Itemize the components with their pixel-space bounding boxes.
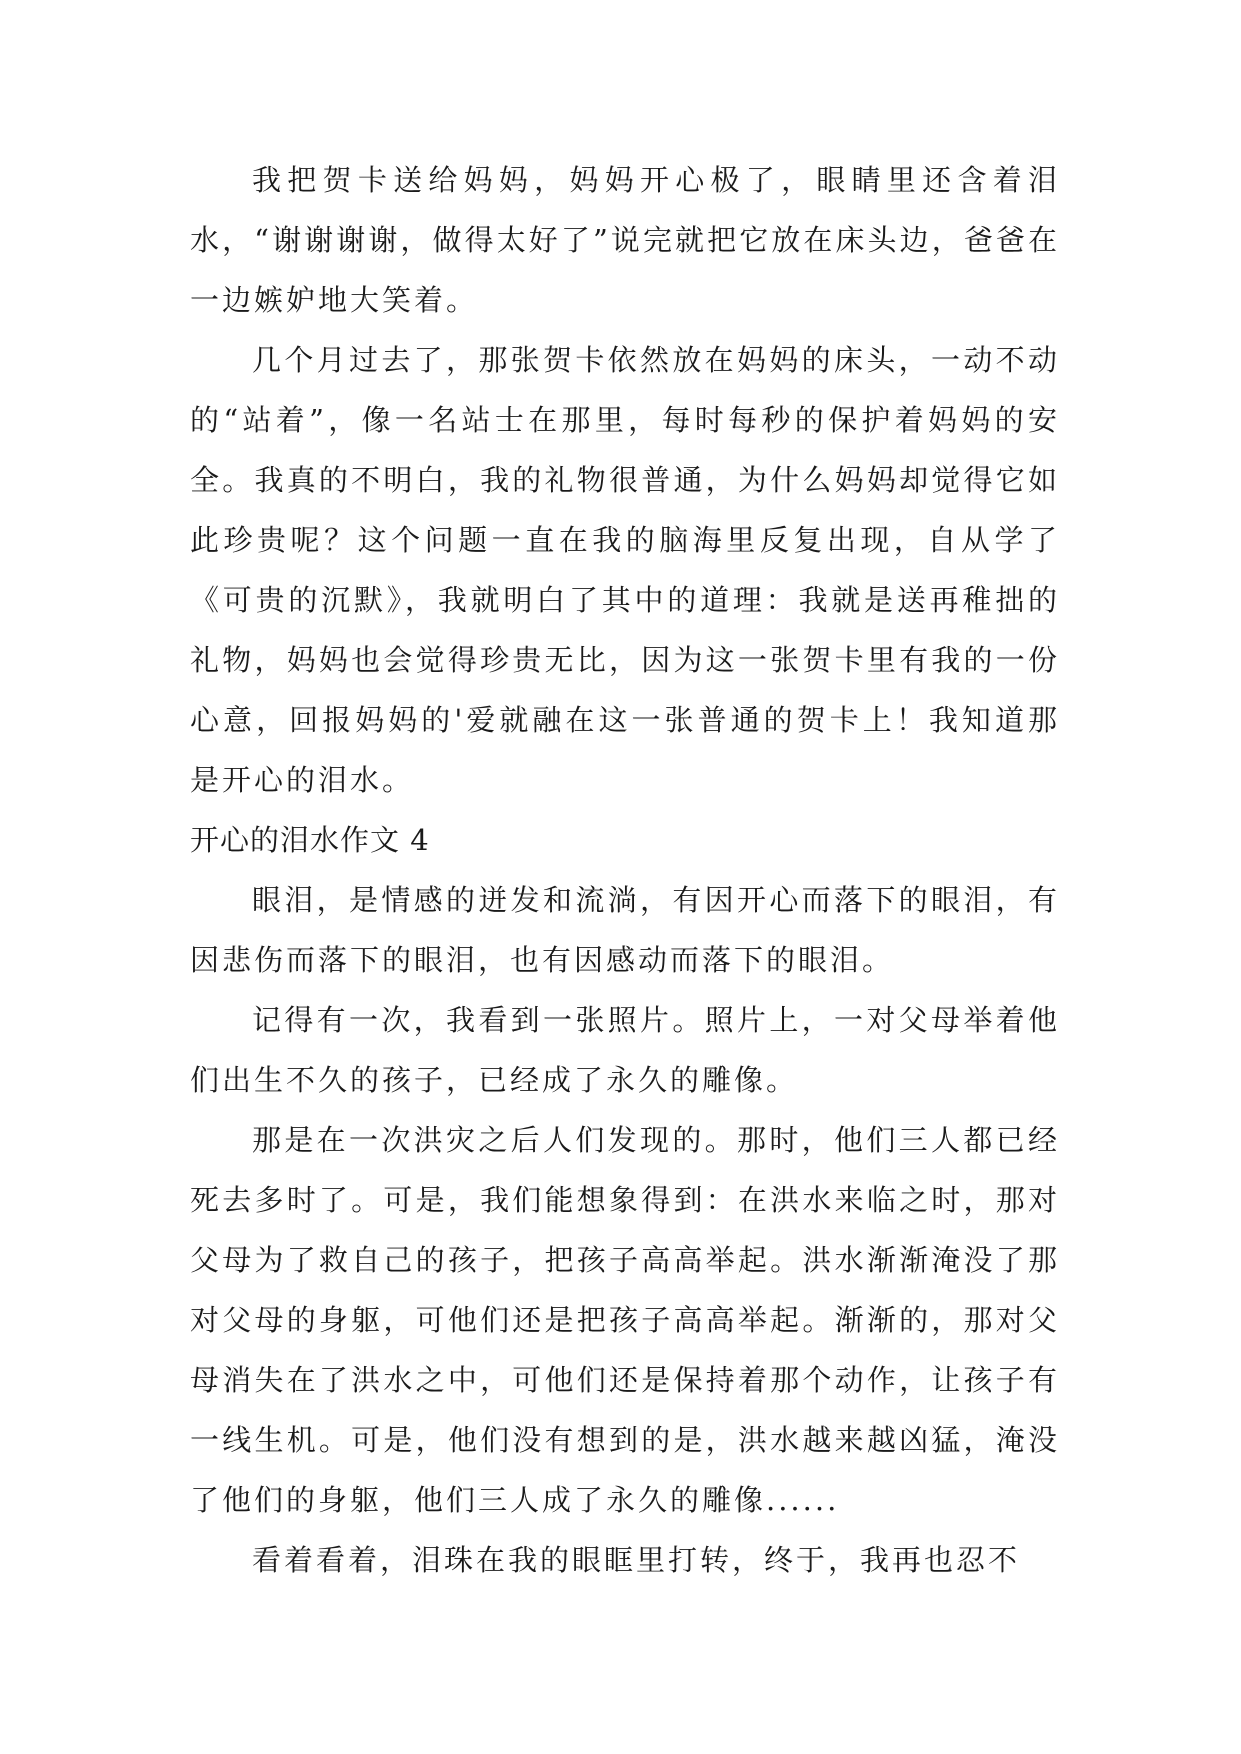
paragraph: 那是在一次洪灾之后人们发现的。那时，他们三人都已经死去多时了。可是，我们能想象得到：在洪水来临之时，那对父母为了救自己的孩子，把孩子高高举起。洪水渐渐淹没了那对父母的身躯，可他们还是把孩子高高举起。渐渐的，那对父母消失在了洪水之中，可他们还是保持着那个动作，让孩子有一线生机。可是，他们没有想到的是，洪水越来越凶猛，淹没了他们的身躯，他们三人成了永久的雕像...... <box>190 1123 1060 1517</box>
section-title: 开心的泪水作文 4 <box>190 823 430 857</box>
paragraph: 记得有一次，我看到一张照片。照片上，一对父母举着他们出生不久的孩子，已经成了永久的雕像。 <box>190 1003 1060 1097</box>
paragraph: 几个月过去了，那张贺卡依然放在妈妈的床头，一动不动的“站着”，像一名站士在那里，每时每秒的保护着妈妈的安全。我真的不明白，我的礼物很普通，为什么妈妈却觉得它如此珍贵呢？这个问题一直在我的脑海里反复出现，自从学了《可贵的沉默》，我就明白了其中的道理：我就是送再稚拙的礼物，妈妈也会觉得珍贵无比，因为这一张贺卡里有我的一份心意，回报妈妈的'爱就融在这一张普通的贺卡上！我知道那是开心的泪水。 <box>190 343 1060 797</box>
paragraph: 我把贺卡送给妈妈，妈妈开心极了，眼睛里还含着泪水，“谢谢谢谢，做得太好了”说完就把它放在床头边，爸爸在一边嫉妒地大笑着。 <box>190 163 1060 317</box>
paragraph: 眼泪，是情感的迸发和流淌，有因开心而落下的眼泪，有因悲伤而落下的眼泪，也有因感动而落下的眼泪。 <box>190 883 1060 977</box>
paragraph: 看着看着，泪珠在我的眼眶里打转，终于，我再也忍不 <box>252 1543 1021 1577</box>
document-page <box>190 150 1060 1590</box>
